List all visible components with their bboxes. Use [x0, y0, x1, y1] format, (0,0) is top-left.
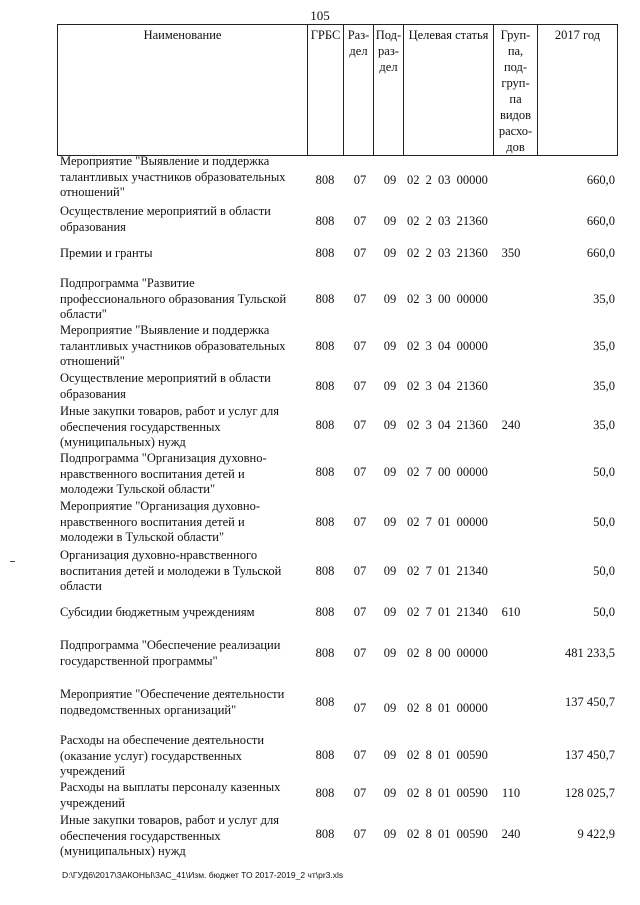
- row-name: Иные закупки товаров, работ и услуг для обеспечения государственных (муниципальных) нужд: [60, 813, 280, 858]
- row-cs: 02 7 01 21340: [407, 605, 488, 619]
- row-cs: 02 8 01 00590: [407, 827, 488, 841]
- row-razdel: 07: [353, 246, 367, 260]
- row-razdel: 07: [353, 515, 367, 529]
- header-podrazdel: Под- раз- дел: [374, 25, 404, 156]
- row-razdel: 07: [353, 339, 367, 353]
- row-name: Подпрограмма "Организация духовно-нравственного воспитания детей и молодежи Тульской области": [60, 451, 267, 496]
- row-razdel: 07: [353, 605, 367, 619]
- row-name: Мероприятие "Организация духовно-нравственного воспитания детей и молодежи в Тульской области": [60, 499, 261, 544]
- row-cs: 02 3 04 21360: [407, 379, 488, 393]
- row-grbs: 808: [315, 379, 335, 393]
- row-name: Расходы на обеспечение деятельности (оказание услуг) государственных учреждений: [60, 733, 265, 778]
- row-razdel: 07: [353, 418, 367, 432]
- page-number: 105: [310, 8, 330, 23]
- row-grbs: 808: [315, 646, 335, 660]
- row-grbs: 808: [315, 695, 335, 709]
- row-podrazdel: 09: [383, 646, 397, 660]
- row-sum: 137 450,7: [565, 695, 615, 709]
- row-sum: 660,0: [586, 246, 615, 260]
- row-name: Субсидии бюджетным учреждениям: [60, 605, 255, 619]
- row-vr: 610: [501, 605, 521, 619]
- row-sum: 50,0: [593, 605, 615, 619]
- row-cs: 02 8 01 00590: [407, 748, 488, 762]
- row-sum: 481 233,5: [565, 646, 615, 660]
- row-grbs: 808: [315, 515, 335, 529]
- row-name: Иные закупки товаров, работ и услуг для обеспечения государственных (муниципальных) нужд: [60, 404, 280, 449]
- row-podrazdel: 09: [383, 339, 397, 353]
- row-vr: 350: [501, 246, 521, 260]
- row-podrazdel: 09: [383, 418, 397, 432]
- row-sum: 137 450,7: [565, 748, 615, 762]
- header-vr: Груп- па, под- груп- па видов расхо- дов: [494, 25, 538, 156]
- row-cs: 02 3 04 00000: [407, 339, 488, 353]
- row-podrazdel: 09: [383, 701, 397, 715]
- footer-file-path: D:\ГУД6\2017\ЗАКОНЫ\ЗАС_41\Изм. бюджет ТО 2017-2019_2 чт\pr3.xls: [62, 870, 344, 880]
- row-cs: 02 7 00 00000: [407, 465, 488, 479]
- row-cs: 02 7 01 21340: [407, 564, 488, 578]
- row-razdel: 07: [353, 646, 367, 660]
- row-sum: 35,0: [593, 379, 615, 393]
- row-podrazdel: 09: [383, 379, 397, 393]
- row-sum: 35,0: [593, 292, 615, 306]
- table-header: [57, 24, 618, 156]
- header-year: 2017 год: [538, 25, 618, 156]
- row-razdel: 07: [353, 827, 367, 841]
- row-cs: 02 2 03 21360: [407, 214, 488, 228]
- header-razdel: Раз- дел: [344, 25, 374, 156]
- row-cs: 02 3 04 21360: [407, 418, 488, 432]
- row-name: Осуществление мероприятий в области образования: [60, 204, 271, 234]
- row-vr: 240: [501, 418, 521, 432]
- row-name: Подпрограмма "Обеспечение реализации государственной программы": [60, 638, 281, 668]
- row-cs: 02 3 00 00000: [407, 292, 488, 306]
- row-razdel: 07: [353, 465, 367, 479]
- row-podrazdel: 09: [383, 827, 397, 841]
- row-sum: 660,0: [586, 173, 615, 187]
- row-podrazdel: 09: [383, 786, 397, 800]
- row-name: Мероприятие "Выявление и поддержка талантливых участников образовательных отношений": [60, 323, 286, 368]
- row-razdel: 07: [353, 786, 367, 800]
- row-podrazdel: 09: [383, 465, 397, 479]
- row-podrazdel: 09: [383, 292, 397, 306]
- row-razdel: 07: [353, 379, 367, 393]
- row-cs: 02 8 01 00590: [407, 786, 488, 800]
- row-podrazdel: 09: [383, 246, 397, 260]
- row-name: Осуществление мероприятий в области образования: [60, 371, 271, 401]
- row-grbs: 808: [315, 246, 335, 260]
- row-grbs: 808: [315, 605, 335, 619]
- row-sum: 35,0: [593, 418, 615, 432]
- row-sum: 50,0: [593, 564, 615, 578]
- row-name: Мероприятие "Выявление и поддержка талантливых участников образовательных отношений": [60, 154, 286, 199]
- row-name: Мероприятие "Обеспечение деятельности подведомственных организаций": [60, 687, 285, 717]
- row-cs: 02 2 03 21360: [407, 246, 488, 260]
- row-razdel: 07: [353, 701, 367, 715]
- row-podrazdel: 09: [383, 605, 397, 619]
- row-grbs: 808: [315, 564, 335, 578]
- row-sum: 50,0: [593, 465, 615, 479]
- row-grbs: 808: [315, 292, 335, 306]
- row-name: Расходы на выплаты персоналу казенных учреждений: [60, 780, 281, 810]
- row-vr: 240: [501, 827, 521, 841]
- row-grbs: 808: [315, 339, 335, 353]
- row-podrazdel: 09: [383, 564, 397, 578]
- row-cs: 02 8 00 00000: [407, 646, 488, 660]
- row-grbs: 808: [315, 786, 335, 800]
- row-sum: 9 422,9: [577, 827, 615, 841]
- row-podrazdel: 09: [383, 173, 397, 187]
- row-name: Организация духовно-нравственного воспитания детей и молодежи в Тульской области: [60, 548, 282, 593]
- row-vr: 110: [501, 786, 521, 800]
- row-grbs: 808: [315, 827, 335, 841]
- row-cs: 02 7 01 00000: [407, 515, 488, 529]
- header-name: Наименование: [58, 25, 308, 156]
- row-razdel: 07: [353, 214, 367, 228]
- row-cs: 02 8 01 00000: [407, 701, 488, 715]
- row-cs: 02 2 03 00000: [407, 173, 488, 187]
- row-razdel: 07: [353, 748, 367, 762]
- row-grbs: 808: [315, 465, 335, 479]
- row-podrazdel: 09: [383, 515, 397, 529]
- row-razdel: 07: [353, 564, 367, 578]
- row-grbs: 808: [315, 173, 335, 187]
- row-grbs: 808: [315, 748, 335, 762]
- header-cs: Целевая статья: [404, 25, 494, 156]
- row-podrazdel: 09: [383, 748, 397, 762]
- row-sum: 660,0: [586, 214, 615, 228]
- row-podrazdel: 09: [383, 214, 397, 228]
- row-grbs: 808: [315, 214, 335, 228]
- row-sum: 128 025,7: [565, 786, 615, 800]
- row-sum: 50,0: [593, 515, 615, 529]
- row-razdel: 07: [353, 292, 367, 306]
- row-sum: 35,0: [593, 339, 615, 353]
- margin-mark: [10, 561, 15, 562]
- row-name: Премии и гранты: [60, 246, 153, 260]
- row-grbs: 808: [315, 418, 335, 432]
- row-name: Подпрограмма "Развитие профессионального образования Тульской области": [60, 276, 287, 321]
- row-razdel: 07: [353, 173, 367, 187]
- header-grbs: ГРБС: [308, 25, 344, 156]
